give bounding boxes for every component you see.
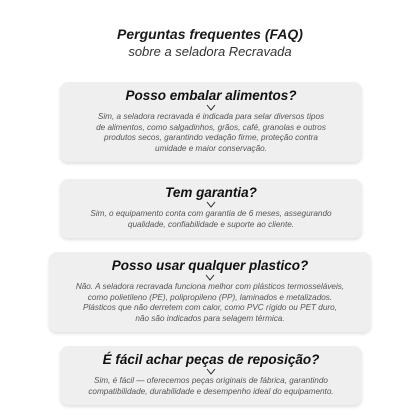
faq-question[interactable]: Posso usar qualquer plastico? [111,258,309,273]
faq-question[interactable]: É fácil achar peças de reposição? [102,352,320,367]
faq-item-plastic[interactable] [49,252,371,332]
chevron-down-icon[interactable] [206,104,216,111]
page-subtitle: sobre a seladora Recravada [128,44,292,59]
faq-answer: Sim, a seladora recravada é indicada para selar diversos tipos de alimentos, como salgadinhos, grãos, café, granolas e outros produtos secos, garantindo vedação firme, proteção contra umidade e maior conservação. [96,112,326,153]
faq-answer: Sim, o equipamento conta com garantia de 6 meses, assegurando qualidade, confiabilidade e suporte ao cliente. [90,209,332,229]
faq-item-warranty[interactable] [60,179,362,238]
faq-item-food[interactable] [60,82,362,162]
faq-question[interactable]: Posso embalar alimentos? [125,88,297,103]
chevron-down-icon[interactable] [205,274,215,281]
faq-header [0,26,420,60]
faq-item-parts[interactable] [60,346,362,405]
page-title: Perguntas frequentes (FAQ) [117,26,303,42]
faq-answer: Sim, é fácil — oferecemos peças originais de fábrica, garantindo compatibilidade, durabilidade e desempenho ideal do equipamento. [88,376,334,396]
faq-answer: Não. A seladora recravada funciona melhor com plásticos termosseláveis, como polietileno (PE), polipropileno (PP), laminados e metalizados. Plásticos que não derretem com calor, como PVC rígido ou PET duro, não são indicados para selagem térmica. [75,282,345,323]
faq-question[interactable]: Tem garantia? [165,185,257,200]
chevron-down-icon[interactable] [206,201,216,208]
chevron-down-icon[interactable] [206,368,216,375]
